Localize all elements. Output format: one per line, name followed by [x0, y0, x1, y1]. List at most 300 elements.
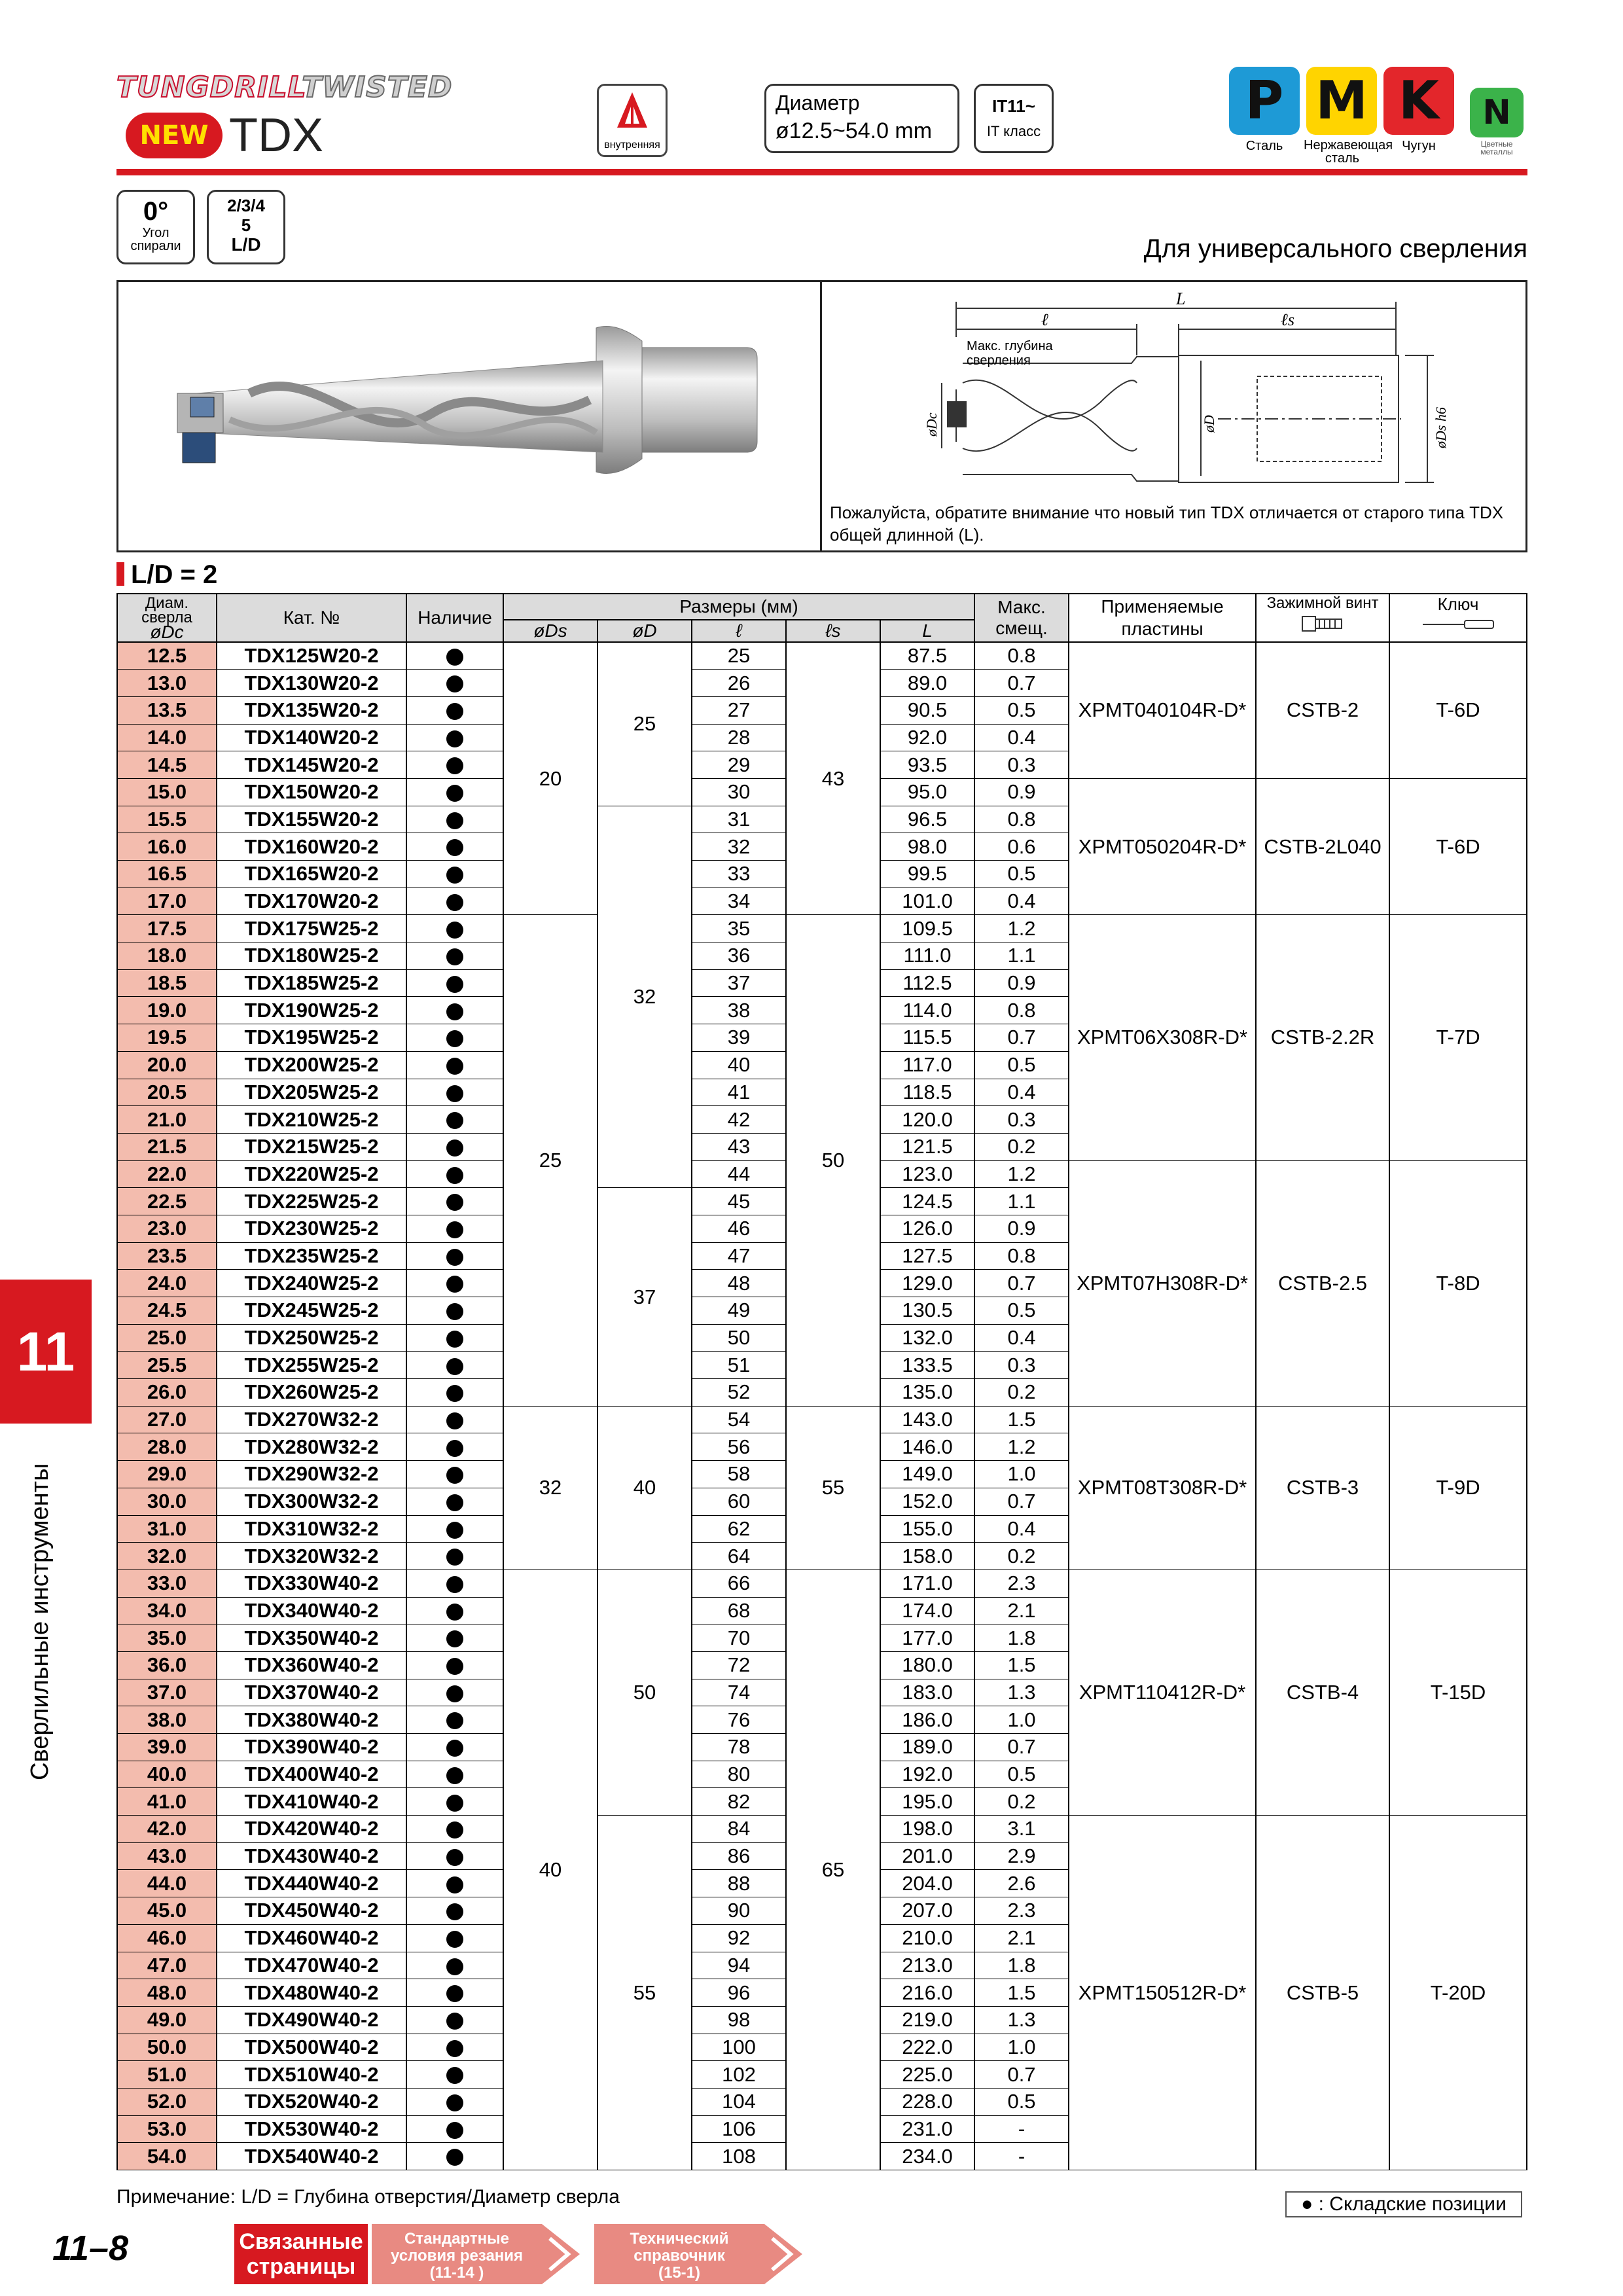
catalog-number-cell: TDX420W40-2: [217, 1816, 406, 1843]
catalog-number-cell: TDX195W25-2: [217, 1024, 406, 1052]
flute-length-cell: 41: [692, 1079, 786, 1106]
flute-length-cell: 45: [692, 1188, 786, 1215]
catalog-number-cell: TDX150W20-2: [217, 778, 406, 806]
drill-diameter-cell: 22.0: [117, 1160, 217, 1188]
catalog-number-cell: TDX125W20-2: [217, 642, 406, 670]
overall-length-cell: 158.0: [880, 1543, 974, 1570]
overall-length-cell: 222.0: [880, 2034, 974, 2061]
catalog-number-cell: TDX540W40-2: [217, 2143, 406, 2170]
cutting-conditions-link[interactable]: [372, 2224, 580, 2284]
helix-label-2: спирали: [130, 239, 181, 253]
flute-length-cell: 102: [692, 2061, 786, 2089]
stock-cell: [406, 1215, 503, 1242]
flute-length-cell: 92: [692, 1924, 786, 1952]
stock-cell: [406, 1679, 503, 1706]
max-offset-cell: 1.3: [974, 2006, 1069, 2034]
overall-length-cell: 231.0: [880, 2115, 974, 2143]
chapter-tab[interactable]: 11: [0, 1280, 92, 1424]
flute-length-cell: 82: [692, 1788, 786, 1816]
flute-length-cell: 60: [692, 1488, 786, 1515]
flute-length-cell: 64: [692, 1543, 786, 1570]
in-stock-dot-icon: [446, 976, 463, 993]
in-stock-dot-icon: [446, 1385, 463, 1402]
flute-length-cell: 50: [692, 1324, 786, 1352]
catalog-number-cell: TDX135W20-2: [217, 696, 406, 724]
header-divider: [116, 169, 1527, 175]
stock-cell: [406, 1597, 503, 1624]
it-class-box: [974, 84, 1054, 153]
flute-length-cell: 35: [692, 915, 786, 942]
drill-diameter-cell: 18.5: [117, 969, 217, 997]
flute-length-cell: 74: [692, 1679, 786, 1706]
stock-cell: [406, 1133, 503, 1160]
flute-length-cell: 52: [692, 1379, 786, 1407]
stock-cell: [406, 1079, 503, 1106]
overall-length-cell: 152.0: [880, 1488, 974, 1515]
in-stock-dot-icon: [446, 1467, 463, 1484]
max-offset-cell: -: [974, 2115, 1069, 2143]
max-offset-cell: 0.6: [974, 833, 1069, 861]
stock-cell: [406, 1570, 503, 1597]
in-stock-dot-icon: [446, 1440, 463, 1457]
flute-length-cell: 48: [692, 1270, 786, 1297]
max-offset-cell: 1.5: [974, 1979, 1069, 2007]
overall-length-cell: 126.0: [880, 1215, 974, 1242]
flute-length-cell: 78: [692, 1734, 786, 1761]
table-row: [117, 1570, 1527, 1597]
max-offset-cell: 1.1: [974, 1188, 1069, 1215]
stock-cell: [406, 1816, 503, 1843]
overall-length-cell: 98.0: [880, 833, 974, 861]
flute-length-cell: 36: [692, 942, 786, 970]
in-stock-dot-icon: [446, 1712, 463, 1729]
max-offset-cell: 1.8: [974, 1624, 1069, 1652]
in-stock-dot-icon: [446, 1139, 463, 1157]
in-stock-dot-icon: [446, 1221, 463, 1238]
overall-length-cell: 129.0: [880, 1270, 974, 1297]
catalog-number-cell: TDX340W40-2: [217, 1597, 406, 1624]
key-cell: T-20D: [1389, 1816, 1527, 2170]
drill-diameter-cell: 14.0: [117, 724, 217, 751]
catalog-number-cell: TDX430W40-2: [217, 1842, 406, 1870]
catalog-number-cell: TDX330W40-2: [217, 1570, 406, 1597]
insert-cell: XPMT110412R-D*: [1069, 1570, 1256, 1815]
in-stock-dot-icon: [446, 1303, 463, 1320]
max-depth-label-1: Макс. глубина: [967, 339, 1053, 353]
stock-cell: [406, 1734, 503, 1761]
catalog-number-cell: TDX460W40-2: [217, 1924, 406, 1952]
drill-diameter-cell: 48.0: [117, 1979, 217, 2007]
overall-length-cell: 89.0: [880, 670, 974, 697]
catalog-number-cell: TDX380W40-2: [217, 1706, 406, 1734]
diagram-note: Пожалуйста, обратите внимание что новый тип TDX отличается от старого типа TDX общей длинной (L).: [830, 503, 1504, 545]
stock-legend: ● : Складские позиции: [1285, 2191, 1522, 2217]
body-diameter-cell: 40: [597, 1406, 692, 1570]
max-offset-cell: 2.6: [974, 1870, 1069, 1897]
drill-diameter-cell: 23.5: [117, 1242, 217, 1270]
max-offset-cell: 0.8: [974, 1242, 1069, 1270]
catalog-number-cell: TDX470W40-2: [217, 1952, 406, 1979]
in-stock-dot-icon: [446, 1604, 463, 1621]
overall-length-cell: 130.5: [880, 1297, 974, 1325]
drill-diameter-cell: 28.0: [117, 1433, 217, 1461]
key-cell: T-7D: [1389, 915, 1527, 1160]
flute-length-cell: 108: [692, 2143, 786, 2170]
technical-reference-link[interactable]: [594, 2224, 802, 2284]
stock-cell: [406, 1242, 503, 1270]
stock-cell: [406, 751, 503, 779]
overall-length-cell: 171.0: [880, 1570, 974, 1597]
overall-length-cell: 92.0: [880, 724, 974, 751]
drill-diameter-cell: 20.5: [117, 1079, 217, 1106]
material-p-label: Сталь: [1245, 139, 1283, 153]
max-offset-cell: 0.5: [974, 2088, 1069, 2115]
in-stock-dot-icon: [446, 675, 463, 692]
max-offset-cell: 2.9: [974, 1842, 1069, 1870]
stock-cell: [406, 670, 503, 697]
stock-cell: [406, 1461, 503, 1488]
max-offset-cell: 0.5: [974, 696, 1069, 724]
label-ls: ℓs: [1281, 310, 1294, 329]
max-offset-cell: 1.0: [974, 1706, 1069, 1734]
material-p-badge: P: [1229, 67, 1300, 135]
label-ds: øDs h6: [1433, 407, 1449, 448]
overall-length-cell: 183.0: [880, 1679, 974, 1706]
header-screw: Зажимной винт: [1256, 594, 1389, 642]
stock-cell: [406, 724, 503, 751]
in-stock-dot-icon: [446, 1276, 463, 1293]
ld-values-2: 5: [241, 215, 251, 235]
max-offset-cell: 0.9: [974, 1215, 1069, 1242]
link1-line2: условия резания: [390, 2247, 524, 2265]
max-offset-cell: 2.3: [974, 1897, 1069, 1925]
in-stock-dot-icon: [446, 812, 463, 829]
catalog-number-cell: TDX215W25-2: [217, 1133, 406, 1160]
related-pages-label: Связанные страницы: [234, 2224, 368, 2284]
catalog-number-cell: TDX140W20-2: [217, 724, 406, 751]
shank-diameter-cell: 40: [503, 1570, 597, 2170]
key-cell: T-6D: [1389, 778, 1527, 914]
key-cell: T-6D: [1389, 642, 1527, 778]
flute-length-cell: 70: [692, 1624, 786, 1652]
drill-diameter-cell: 33.0: [117, 1570, 217, 1597]
shank-length-cell: 65: [786, 1570, 880, 2170]
max-offset-cell: 0.4: [974, 888, 1069, 915]
max-offset-cell: 0.7: [974, 1270, 1069, 1297]
overall-length-cell: 225.0: [880, 2061, 974, 2089]
max-offset-cell: 1.8: [974, 1952, 1069, 1979]
flute-length-cell: 42: [692, 1106, 786, 1134]
max-offset-cell: 1.0: [974, 1461, 1069, 1488]
in-stock-dot-icon: [446, 1767, 463, 1784]
max-offset-cell: 1.3: [974, 1679, 1069, 1706]
overall-length-cell: 124.5: [880, 1188, 974, 1215]
stock-cell: [406, 1842, 503, 1870]
in-stock-dot-icon: [446, 894, 463, 911]
in-stock-dot-icon: [446, 948, 463, 965]
screw-cell: CSTB-3: [1256, 1406, 1389, 1570]
overall-length-cell: 115.5: [880, 1024, 974, 1052]
catalog-number-cell: TDX230W25-2: [217, 1215, 406, 1242]
insert-cell: XPMT08T308R-D*: [1069, 1406, 1256, 1570]
drill-diameter-cell: 16.0: [117, 833, 217, 861]
shank-length-cell: 50: [786, 915, 880, 1406]
catalog-number-cell: TDX260W25-2: [217, 1379, 406, 1407]
catalog-number-cell: TDX410W40-2: [217, 1788, 406, 1816]
new-badge: NEW: [126, 113, 223, 158]
stock-cell: [406, 1870, 503, 1897]
flute-length-cell: 90: [692, 1897, 786, 1925]
brand-logo: TUNGDRILLTWISTED: [116, 71, 453, 104]
max-offset-cell: 1.2: [974, 915, 1069, 942]
catalog-number-cell: TDX175W25-2: [217, 915, 406, 942]
max-offset-cell: 0.4: [974, 1515, 1069, 1543]
stock-cell: [406, 942, 503, 970]
in-stock-dot-icon: [446, 2040, 463, 2057]
catalog-number-cell: TDX270W32-2: [217, 1406, 406, 1433]
stock-cell: [406, 888, 503, 915]
stock-cell: [406, 2061, 503, 2089]
link2-line1: Технический: [630, 2230, 729, 2248]
catalog-number-cell: TDX130W20-2: [217, 670, 406, 697]
max-offset-cell: 1.2: [974, 1160, 1069, 1188]
in-stock-dot-icon: [446, 1494, 463, 1511]
overall-length-cell: 112.5: [880, 969, 974, 997]
catalog-number-cell: TDX190W25-2: [217, 997, 406, 1024]
material-n-label: Цветные металлы: [1480, 139, 1513, 156]
shank-length-cell: 55: [786, 1406, 880, 1570]
flute-length-cell: 49: [692, 1297, 786, 1325]
flute-length-cell: 40: [692, 1051, 786, 1079]
flute-length-cell: 56: [692, 1433, 786, 1461]
diameter-box: [764, 84, 959, 153]
catalog-number-cell: TDX155W20-2: [217, 806, 406, 833]
screw-cell: CSTB-2.5: [1256, 1160, 1389, 1406]
flute-length-cell: 33: [692, 861, 786, 888]
shank-diameter-cell: 32: [503, 1406, 597, 1570]
stock-cell: [406, 1651, 503, 1679]
stock-cell: [406, 1024, 503, 1052]
drill-diameter-cell: 18.0: [117, 942, 217, 970]
flute-length-cell: 29: [692, 751, 786, 779]
insert-cell: XPMT150512R-D*: [1069, 1816, 1256, 2170]
overall-length-cell: 210.0: [880, 1924, 974, 1952]
section-marker: [116, 562, 124, 586]
in-stock-dot-icon: [446, 1958, 463, 1975]
header-dims: Размеры (мм): [503, 594, 974, 620]
drill-diameter-cell: 44.0: [117, 1870, 217, 1897]
stock-cell: [406, 778, 503, 806]
insert-cell: XPMT040104R-D*: [1069, 642, 1256, 778]
max-offset-cell: 0.9: [974, 778, 1069, 806]
flute-length-cell: 106: [692, 2115, 786, 2143]
catalog-number-cell: TDX165W20-2: [217, 861, 406, 888]
material-k-badge: K: [1383, 67, 1454, 135]
overall-length-cell: 96.5: [880, 806, 974, 833]
overall-length-cell: 216.0: [880, 1979, 974, 2007]
drill-diameter-cell: 23.0: [117, 1215, 217, 1242]
it-class-value: IT11~: [992, 96, 1035, 116]
drill-diameter-cell: 17.0: [117, 888, 217, 915]
overall-length-cell: 192.0: [880, 1761, 974, 1788]
catalog-number-cell: TDX200W25-2: [217, 1051, 406, 1079]
max-offset-cell: 0.7: [974, 1488, 1069, 1515]
stock-cell: [406, 1352, 503, 1379]
stock-cell: [406, 969, 503, 997]
diameter-title: Диаметр: [776, 91, 860, 115]
coolant-label: внутренняя: [604, 139, 660, 151]
key-cell: T-9D: [1389, 1406, 1527, 1570]
body-diameter-cell: 37: [597, 1188, 692, 1407]
model-name: TDX: [229, 109, 323, 162]
helix-angle-box: [116, 190, 195, 264]
stock-cell: [406, 2115, 503, 2143]
stock-cell: [406, 1297, 503, 1325]
flute-length-cell: 46: [692, 1215, 786, 1242]
drill-diameter-cell: 49.0: [117, 2006, 217, 2034]
drill-diameter-cell: 52.0: [117, 2088, 217, 2115]
stock-cell: [406, 696, 503, 724]
body-diameter-cell: 50: [597, 1570, 692, 1815]
flute-length-cell: 88: [692, 1870, 786, 1897]
max-offset-cell: 1.2: [974, 1433, 1069, 1461]
max-offset-cell: 0.7: [974, 670, 1069, 697]
header-cat: Кат. №: [217, 594, 406, 642]
overall-length-cell: 213.0: [880, 1952, 974, 1979]
link2-line2: справочник: [633, 2247, 725, 2265]
catalog-number-cell: TDX530W40-2: [217, 2115, 406, 2143]
section-title: L/D = 2: [116, 560, 217, 590]
screw-cell: CSTB-5: [1256, 1816, 1389, 2170]
in-stock-dot-icon: [446, 1003, 463, 1020]
flute-length-cell: 94: [692, 1952, 786, 1979]
header-L: L: [880, 620, 974, 642]
max-offset-cell: 1.1: [974, 942, 1069, 970]
header-l: ℓ: [692, 620, 786, 642]
drill-diameter-cell: 54.0: [117, 2143, 217, 2170]
catalog-number-cell: TDX245W25-2: [217, 1297, 406, 1325]
flute-length-cell: 98: [692, 2006, 786, 2034]
in-stock-dot-icon: [446, 1549, 463, 1566]
table-body: [117, 642, 1527, 2170]
catalog-number-cell: TDX225W25-2: [217, 1188, 406, 1215]
max-offset-cell: 0.2: [974, 1133, 1069, 1160]
drill-diameter-cell: 24.5: [117, 1297, 217, 1325]
stock-cell: [406, 1515, 503, 1543]
flute-length-cell: 34: [692, 888, 786, 915]
body-diameter-cell: 25: [597, 642, 692, 806]
flute-length-cell: 96: [692, 1979, 786, 2007]
in-stock-dot-icon: [446, 785, 463, 802]
catalog-number-cell: TDX320W32-2: [217, 1543, 406, 1570]
shank-length-cell: 43: [786, 642, 880, 915]
drill-diameter-cell: 34.0: [117, 1597, 217, 1624]
overall-length-cell: 146.0: [880, 1433, 974, 1461]
header-key: Ключ: [1389, 594, 1527, 642]
insert-cell: XPMT06X308R-D*: [1069, 915, 1256, 1160]
overall-length-cell: 121.5: [880, 1133, 974, 1160]
in-stock-dot-icon: [446, 922, 463, 939]
header-d: øD: [597, 620, 692, 642]
diameter-range: ø12.5~54.0 mm: [776, 118, 933, 143]
max-offset-cell: 1.0: [974, 2034, 1069, 2061]
stock-cell: [406, 1160, 503, 1188]
chapter-name: Сверлильные инструменты: [26, 1463, 54, 1780]
overall-length-cell: 219.0: [880, 2006, 974, 2034]
material-m-badge: M: [1306, 67, 1377, 135]
in-stock-dot-icon: [446, 757, 463, 774]
drill-diameter-cell: 26.0: [117, 1379, 217, 1407]
stock-cell: [406, 861, 503, 888]
in-stock-dot-icon: [446, 2013, 463, 2030]
screw-icon: [1300, 613, 1346, 635]
overall-length-cell: 234.0: [880, 2143, 974, 2170]
catalog-number-cell: TDX205W25-2: [217, 1079, 406, 1106]
overall-length-cell: 198.0: [880, 1816, 974, 1843]
catalog-number-cell: TDX350W40-2: [217, 1624, 406, 1652]
in-stock-dot-icon: [446, 2149, 463, 2166]
header-ls: ℓs: [786, 620, 880, 642]
in-stock-dot-icon: [446, 703, 463, 720]
drill-diameter-cell: 12.5: [117, 642, 217, 670]
overall-length-cell: 117.0: [880, 1051, 974, 1079]
drill-diameter-cell: 43.0: [117, 1842, 217, 1870]
catalog-number-cell: TDX290W32-2: [217, 1461, 406, 1488]
drill-diameter-cell: 24.0: [117, 1270, 217, 1297]
max-offset-cell: 1.5: [974, 1651, 1069, 1679]
header-offset: Макс. смещ.: [974, 594, 1069, 642]
drill-diameter-cell: 14.5: [117, 751, 217, 779]
stock-cell: [406, 1270, 503, 1297]
overall-length-cell: 95.0: [880, 778, 974, 806]
max-offset-cell: 0.4: [974, 1324, 1069, 1352]
flute-length-cell: 80: [692, 1761, 786, 1788]
stock-cell: [406, 1788, 503, 1816]
max-offset-cell: 0.7: [974, 1734, 1069, 1761]
stock-cell: [406, 915, 503, 942]
flute-length-cell: 44: [692, 1160, 786, 1188]
drill-diameter-cell: 17.5: [117, 915, 217, 942]
drill-diameter-cell: 16.5: [117, 861, 217, 888]
overall-length-cell: 177.0: [880, 1624, 974, 1652]
overall-length-cell: 186.0: [880, 1706, 974, 1734]
catalog-number-cell: TDX240W25-2: [217, 1270, 406, 1297]
drill-diameter-cell: 25.5: [117, 1352, 217, 1379]
overall-length-cell: 143.0: [880, 1406, 974, 1433]
stock-cell: [406, 1379, 503, 1407]
catalog-number-cell: TDX390W40-2: [217, 1734, 406, 1761]
label-dc: øDc: [923, 412, 940, 437]
stock-cell: [406, 1924, 503, 1952]
flute-length-cell: 32: [692, 833, 786, 861]
in-stock-dot-icon: [446, 839, 463, 856]
max-offset-cell: 0.5: [974, 1297, 1069, 1325]
flute-length-cell: 66: [692, 1570, 786, 1597]
stock-cell: [406, 1188, 503, 1215]
max-offset-cell: 0.4: [974, 1079, 1069, 1106]
drill-diameter-cell: 21.0: [117, 1106, 217, 1134]
drill-diameter-cell: 35.0: [117, 1624, 217, 1652]
stock-cell: [406, 833, 503, 861]
link1-line1: Стандартные: [404, 2230, 509, 2248]
catalog-number-cell: TDX220W25-2: [217, 1160, 406, 1188]
flute-length-cell: 100: [692, 2034, 786, 2061]
screw-cell: CSTB-2: [1256, 642, 1389, 778]
max-offset-cell: 0.3: [974, 1352, 1069, 1379]
catalog-number-cell: TDX510W40-2: [217, 2061, 406, 2089]
header-inserts: Применяемые пластины: [1069, 594, 1256, 642]
max-offset-cell: 2.1: [974, 1924, 1069, 1952]
